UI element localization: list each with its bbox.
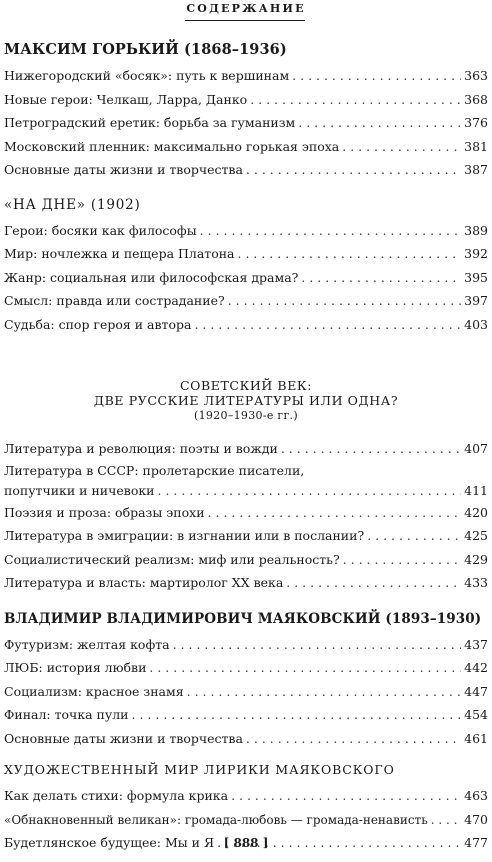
toc-entry[interactable] (4, 524, 488, 548)
toc-list-na-dne (4, 219, 488, 337)
toc-entry[interactable] (4, 158, 488, 182)
toc-entry-page: 407 (464, 441, 488, 456)
toc-entry-page: 463 (464, 788, 488, 803)
section-title-line: СОВЕТСКИЙ ВЕК: (179, 378, 313, 393)
toc-entry-title: Основные даты жизни и творчества (4, 162, 243, 177)
section-title-lyrics (4, 756, 488, 784)
toc-entry-page: 397 (464, 293, 488, 308)
toc-entry-page: 477 (464, 835, 488, 850)
dot-leader (343, 548, 461, 572)
section-years: (1902) (90, 196, 141, 213)
toc-entry[interactable] (4, 680, 488, 704)
dot-leader (298, 111, 461, 135)
toc-entry[interactable] (4, 633, 488, 657)
section-years: (1920–1930-е гг.) (194, 409, 298, 422)
dot-leader (194, 313, 461, 337)
toc-entry-page: 403 (464, 316, 488, 332)
toc-entry-title: Футуризм: желтая кофта (4, 636, 170, 652)
dot-leader (132, 703, 462, 727)
toc-entry-page: 425 (464, 528, 488, 543)
toc-entry-title: Будетлянское будущее: Мы и Я (4, 835, 215, 850)
dot-leader (367, 524, 461, 548)
toc-entry-title: Петроградский еретик: борьба за гуманизм (4, 115, 296, 130)
dot-leader (246, 158, 461, 182)
toc-entry[interactable] (4, 242, 488, 266)
dot-leader (281, 437, 461, 461)
toc-entry-title: Основные даты жизни и творчества (4, 730, 243, 746)
toc-entry-page: 376 (464, 115, 488, 130)
toc-entry-page: 429 (464, 551, 488, 567)
toc-entry-page: 363 (464, 68, 488, 83)
section-title-text: ВЛАДИМИР ВЛАДИМИРОВИЧ МАЯКОВСКИЙ (4, 610, 381, 627)
toc-entry-page: 442 (464, 660, 488, 675)
toc-entry[interactable] (4, 784, 488, 808)
toc-list-mayakovsky (4, 633, 488, 751)
toc-entry-page: 454 (464, 707, 488, 722)
toc-entry-title: Новые герои: Челкаш, Ларра, Данко (4, 91, 248, 107)
toc-entry[interactable] (4, 111, 488, 135)
dot-leader (158, 481, 462, 501)
section-title-mayakovsky (4, 605, 488, 633)
toc-list-gorky (4, 64, 488, 182)
section-years: (1868–1936) (184, 41, 287, 58)
toc-entry-page: 395 (464, 269, 488, 285)
toc-entry[interactable] (4, 219, 488, 243)
toc-entry-page: 447 (464, 683, 488, 699)
toc-entry[interactable] (4, 548, 488, 572)
toc-entry-title: Судьба: спор героя и автора (4, 316, 192, 332)
toc-entry-title: Мир: ночлежка и пещера Платона (4, 246, 235, 261)
toc-entry-page: 437 (464, 636, 488, 652)
toc-entry[interactable] (4, 437, 488, 461)
toc-entry-title: Литература в эмиграции: в изгнании или в послании? (4, 528, 365, 543)
dot-leader (292, 64, 461, 88)
section-title-text: «НА ДНЕ» (4, 196, 86, 213)
dot-leader (231, 784, 461, 808)
toc-entry[interactable] (4, 313, 488, 337)
toc-entry-page: 470 (464, 811, 488, 827)
toc-entry-title: Литература и революция: поэты и вожди (4, 441, 278, 456)
dot-leader (149, 656, 461, 680)
section-title-line: ДВЕ РУССКИЕ ЛИТЕРАТУРЫ ИЛИ ОДНА? (93, 393, 399, 408)
page-number: [ 888 ] (223, 836, 269, 850)
toc-entry-page: 387 (464, 162, 488, 177)
section-title-text: МАКСИМ ГОРЬКИЙ (4, 41, 179, 58)
toc-entry-title: Литература в СССР: пролетарские писатели, (4, 462, 305, 478)
toc-list-soviet (4, 437, 488, 595)
dot-leader (208, 501, 462, 525)
toc-entry[interactable] (4, 703, 488, 727)
dot-leader (250, 88, 461, 112)
toc-entry-title: Социализм: красное знамя (4, 683, 184, 699)
toc-entry[interactable] (4, 88, 488, 112)
dot-leader (228, 289, 461, 313)
toc-entry[interactable] (4, 727, 488, 751)
toc-entry-title: Поэзия и проза: образы эпохи (4, 504, 205, 520)
toc-entry[interactable] (4, 289, 488, 313)
toc-entry[interactable] (4, 135, 488, 159)
toc-entry-page: 461 (464, 730, 488, 746)
running-head: СОДЕРЖАНИЕ (186, 2, 306, 15)
toc-entry-title: Герои: босяки как философы (4, 222, 197, 238)
dot-leader (238, 242, 462, 266)
toc-entry[interactable] (4, 656, 488, 680)
dot-leader (431, 809, 461, 833)
dot-leader (246, 727, 461, 751)
toc-entry-title: Жанр: социальная или философская драма? (4, 269, 299, 285)
dot-leader (286, 571, 461, 595)
dot-leader (187, 680, 462, 704)
toc-entry-title: «Обнакновенный великан»: громада-любовь — громада-ненависть (4, 812, 428, 827)
section-title-soviet-century (4, 378, 488, 423)
dot-leader (301, 266, 461, 290)
toc-entry[interactable] (4, 64, 488, 88)
toc-entry-title: ЛЮБ: история любви (4, 660, 147, 675)
toc-entry-title: Смысл: правда или сострадание? (4, 293, 225, 308)
toc-entry-title: Как делать стихи: формула крика (4, 788, 229, 803)
toc-entry-title: Финал: точка пули (4, 707, 129, 722)
dot-leader (200, 219, 461, 243)
toc-entry[interactable] (4, 266, 488, 290)
toc-entry-line2 (4, 481, 488, 501)
toc-entry-page: 420 (464, 504, 488, 520)
toc-entry-page: 389 (464, 222, 488, 238)
toc-entry-page: 381 (464, 138, 488, 154)
toc-entry-title: Нижегородский «босяк»: путь к вершинам (4, 68, 290, 83)
section-title-gorky (4, 36, 488, 64)
running-head-rule (185, 20, 305, 21)
toc-entry-page: 411 (464, 482, 488, 498)
toc-entry-page: 392 (464, 246, 488, 261)
toc-entry-page: 433 (464, 575, 488, 590)
section-title-text: ХУДОЖЕСТВЕННЫЙ МИР ЛИРИКИ МАЯКОВСКОГО (4, 762, 395, 777)
toc-entry-two-line[interactable] (4, 461, 488, 501)
dot-leader (342, 135, 461, 159)
toc-entry-title: Литература и власть: мартиролог XX века (4, 575, 284, 590)
section-title-na-dne (4, 191, 488, 219)
section-years: (1893–1930) (385, 610, 482, 627)
toc-entry[interactable] (4, 501, 488, 525)
toc-content (4, 36, 488, 855)
toc-entry-title: Социалистический реализм: миф или реальность? (4, 551, 340, 567)
toc-entry-page: 368 (464, 91, 488, 107)
toc-entry[interactable] (4, 571, 488, 595)
toc-entry-title-cont: попутчики и ничевоки (4, 482, 155, 498)
dot-leader (173, 633, 462, 657)
toc-entry[interactable] (4, 808, 488, 832)
toc-entry-title: Московский пленник: максимально горькая эпоха (4, 138, 340, 154)
